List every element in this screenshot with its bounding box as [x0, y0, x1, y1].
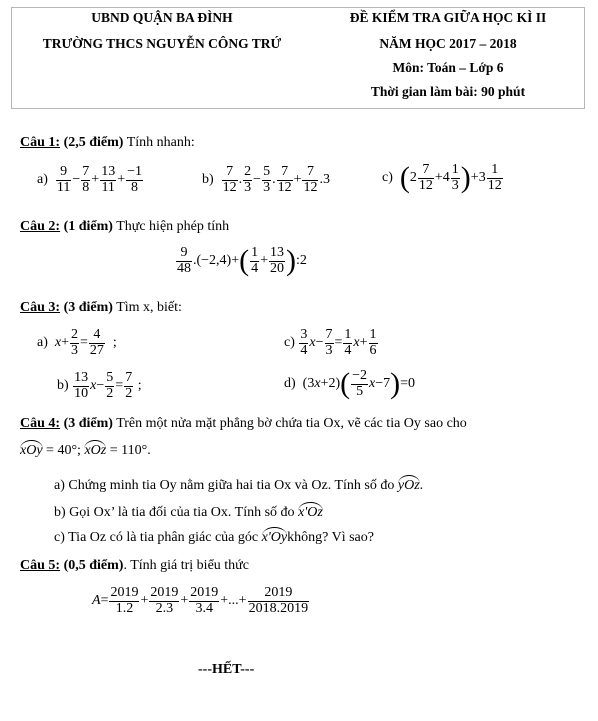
q1-part-a: a) $\frac{9}{11}$ − $\frac{7}{8}$ + $\frac{13}{11}$ + $\frac{-1}{8}$ [37, 164, 142, 195]
q1-heading: Câu 1: (2,5 điểm) Tính nhanh: [20, 135, 195, 150]
header-box [11, 7, 585, 109]
exam-title: ĐỀ KIỂM TRA GIỮA HỌC KÌ II [349, 10, 547, 25]
q4-part-b: b) Gọi Ox’ là tia đối của tia Ox. Tính số đo x'Oz [54, 505, 323, 520]
school-year: NĂM HỌC 2017 – 2018 [379, 36, 517, 51]
q3-heading: Câu 3: (3 điểm) Tìm x, biết: [20, 300, 182, 315]
duration: Thời gian làm bài: 90 phút [370, 84, 526, 99]
q3-part-c: c) $\frac{3}{4}$ x− $\frac{7}{3}$ = $\frac{1}{4}$ x+ $\frac{1}{6}$ [284, 327, 377, 358]
end-mark: ---HẾT--- [198, 662, 255, 677]
district-name: UBND QUẬN BA ĐÌNH [91, 10, 233, 25]
school-name: TRƯỜNG THCS NGUYỄN CÔNG TRỨ [42, 36, 282, 51]
q4-part-a: a) Chứng minh tia Oy nằm giữa hai tia Ox và Oz. Tính số đo yOz. [54, 478, 424, 493]
subject: Môn: Toán – Lớp 6 [392, 60, 504, 75]
q4-given: xOy = 40°; xOz = 110°. [20, 443, 151, 458]
q4-heading: Câu 4: (3 điểm) Trên một nửa mặt phẳng bờ chứa tia Ox, vẽ các tia Oy sao cho [20, 416, 467, 431]
q2-heading: Câu 2: (1 điểm) Thực hiện phép tính [20, 219, 230, 234]
q5-expression: A= $\frac{2019}{1.2}$ + $\frac{2019}{2.3}$ + $\frac{2019}{3.4}$ +...+ $\frac{2019}{2018.2019}$ [92, 585, 309, 616]
q3-part-b: b) $\frac{13}{10}$ x− $\frac{5}{2}$ = $\frac{7}{2}$ ; [57, 370, 142, 401]
q1-part-b: b) $\frac{7}{12}$ . $\frac{2}{3}$ − $\frac{5}{3}$ . $\frac{7}{12}$ + $\frac{7}{12}$ .3 [202, 164, 330, 195]
q3-part-a: a) x+ $\frac{2}{3}$ = $\frac{4}{27}$ ; [37, 327, 117, 358]
q2-expression: $\frac{9}{48}$ .(−2,4)+( $\frac{1}{4}$ + $\frac{13}{20}$ ):2 [177, 244, 307, 278]
q1-part-c: c) (2 $\frac{7}{12}$ +4 $\frac{1}{3}$ )+3 $\frac{1}{12}$ [382, 161, 502, 195]
q3-part-d: d) (3x+2)( $\frac{-2}{5}$ x−7)=0 [284, 367, 416, 401]
q4-part-c: c) Tia Oz có là tia phân giác của góc x'Oykhông? Vì sao? [54, 530, 374, 545]
q5-heading: Câu 5: (0,5 điểm). Tính giá trị biểu thức [20, 558, 249, 573]
